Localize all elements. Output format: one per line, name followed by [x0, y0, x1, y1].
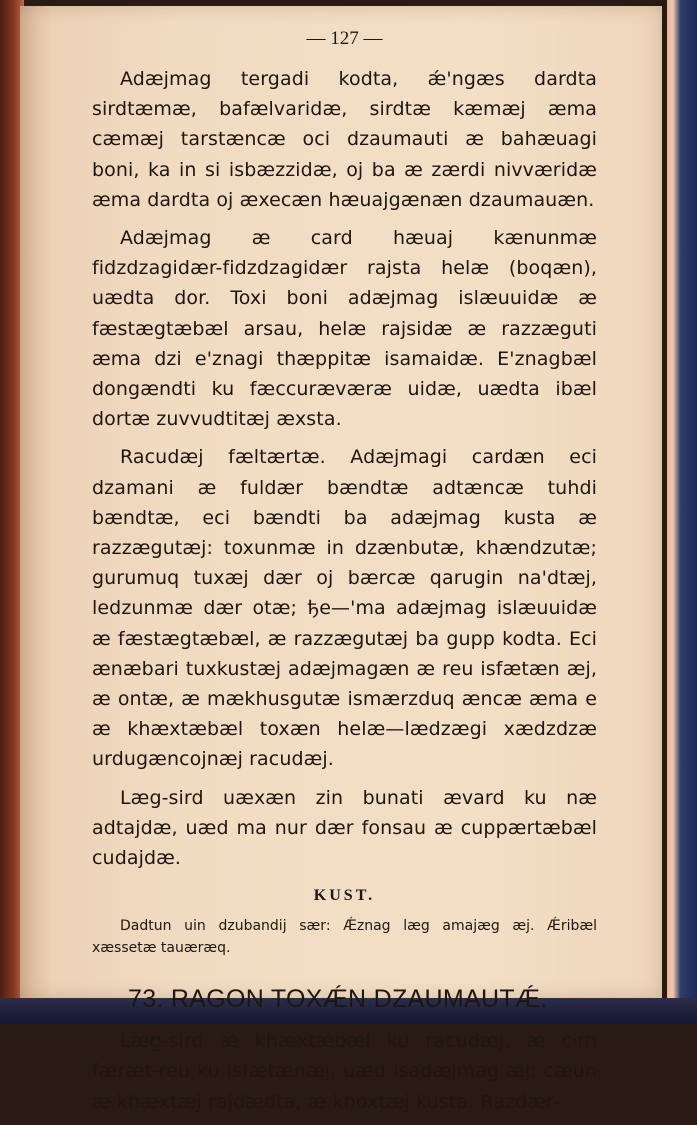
paragraph-1: Adæjmag tergadi kodta, ǽ'ngæs dardta sirdtæmæ, bafælvaridæ, sirdtæ kæmæj æma cæmæj tarstæncæ oci dzaumauti æ bahæuagi boni, ka in si isbæzzidæ, oj ba æ zærdi nivværidæ æma dardta oj æxecæn hæuajgænæn dzaumauæn. — [92, 68, 597, 211]
page-number: — 127 — — [306, 28, 383, 49]
book-edge — [667, 0, 697, 1024]
page-content — [92, 28, 597, 1125]
exercise-text: Dadtun uin dzubandij sær: Ǽznag læg amajæg æj. Ǽribæl xæssetæ tauæræq. — [92, 918, 597, 957]
section-label-kust: KUST. — [313, 887, 376, 905]
paragraph-2: Adæjmag æ card hæuaj kænunmæ fidzdzagidær-fidzdzagidær rajsta helæ (boqæn), uædta dor. Toxi boni adæjmag islæuuidæ æ fæstægtæbæl arsau, helæ rajsidæ æ razzæguti æma dzi e'znagi thæppitæ isamaidæ. E'znagbæl dongændti ku fæccuræværæ uidæ, uædta ibæl dortæ zuvvudtitæj æxsta. — [92, 227, 597, 431]
paragraph-4: Læg-sird uæxæn zin bunati ævard ku næ adtajdæ, uæd ma nur dær fonsau æ cuppærtæbæl cudajdæ. — [92, 786, 597, 870]
book-page — [20, 6, 662, 1113]
paragraph-3: Racudæj fæltærtæ. Adæjmagi cardæn eci dzamani æ fuldær bændtæ adtæncæ tuhdi bændtæ, eci bændti ba adæjmag kusta æ razzægutæj: toxunmæ in dzænbutæ, khændzutæ; gurumuq tuxæj dær oj bærcæ qarugin na'dtæj, ledzunmæ dær otæ; ђe—'ma adæjmag islæuuidæ æ fæstægtæbæl, æ razzægutæj ba gupp kodta. Eci ænæbari tuxkustæj adæjmagæn æ reu isfætæn æj, æ ontæ, æ mækhusgutæ ismærzduq æncæ æma e æ khæxtæbæl toxæn helæ—lædzægi xædzdzæ urdugæncojnæj racudæj. — [92, 446, 597, 771]
chapter-heading: 73. RAGON TOXǼN DZAUMAUTǼ. — [128, 985, 548, 1014]
chapter-paragraph: Læg-sird æ khæxtæbæl ku racudæj, æ cirh færæt-reu ku isfætænæj, uæd isadæjmag æj: cæun æ khæxtæj rajdædta, æ khoxtæj kusta. Razdær- — [92, 1030, 597, 1113]
